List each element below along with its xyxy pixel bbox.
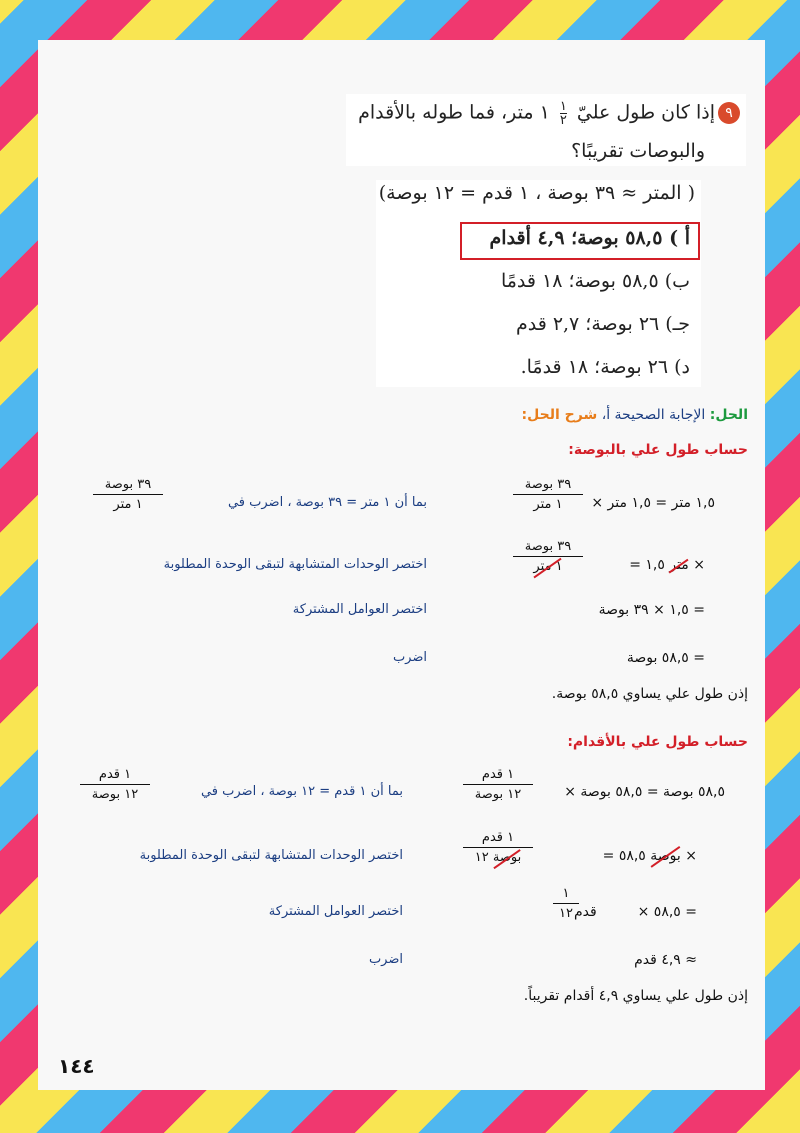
in-step1-factor-fraction: ٣٩ بوصة ١ متر [93, 477, 163, 512]
question-line-1: إذا كان طول عليّ ١ ٢ ١ متر، فما طوله بالأقدام [358, 99, 715, 128]
cancelled-meter-den: ١ متر [533, 559, 563, 574]
in-step1-fraction: ٣٩ بوصة ١ متر [513, 477, 583, 512]
ft-step2-lhs: = ٥٨,٥ بوصة × [602, 848, 697, 864]
question-number-badge: ٩ [718, 102, 740, 124]
in-conclusion: إذن طول علي يساوي ٥٨,٥ بوصة. [551, 686, 748, 702]
frac-den: ٢ [559, 113, 567, 128]
in-step3: = ١,٥ × ٣٩ بوصة [598, 602, 705, 618]
in-step3-explanation: اختصر العوامل المشتركة [292, 602, 427, 617]
ft-conclusion: إذن طول علي يساوي ٤,٩ أقدام تقريباً. [523, 988, 748, 1004]
ft-step1-fraction: ١ قدم ١٢ بوصة [463, 767, 533, 802]
page-number: ١٤٤ [58, 1054, 95, 1078]
in-step1-explanation: بما أن ١ متر = ٣٩ بوصة ، اضرب في [227, 495, 427, 510]
page [38, 40, 765, 1090]
in-step4-explanation: اضرب [392, 650, 427, 665]
ft-step1-explanation: بما أن ١ قدم = ١٢ بوصة ، اضرب في [200, 784, 403, 799]
in-step2-fraction: ٣٩ بوصة ١ متر [513, 539, 583, 574]
unit-hint: ( المتر ≈ ٣٩ بوصة ، ١ قدم = ١٢ بوصة) [378, 182, 695, 204]
ft-step1-lhs: ٥٨,٥ بوصة = ٥٨,٥ بوصة × [564, 784, 725, 800]
cancelled-meter: متر [669, 557, 689, 573]
ft-step2-explanation: اختصر الوحدات المتشابهة لتبقى الوحدة المطلوبة [139, 848, 403, 863]
ft-step2-fraction: ١ قدم ١٢ بوصة [463, 830, 533, 865]
in-step4: = ٥٨,٥ بوصة [626, 650, 705, 666]
in-step2-explanation: اختصر الوحدات المتشابهة لتبقى الوحدة المطلوبة [163, 557, 427, 572]
option-b[interactable]: ب) ٥٨,٥ بوصة؛ ١٨ قدمًا [500, 270, 690, 292]
ft-step4-explanation: اضرب [368, 952, 403, 967]
ft-step3-fraction: ١ ١٢ [553, 886, 579, 921]
option-a[interactable]: أ ) ٥٨,٥ بوصة؛ ٤,٩ أقدام [489, 227, 690, 249]
cancelled-inch-den: بوصة [492, 850, 522, 865]
ft-step1-factor-fraction: ١ قدم ١٢ بوصة [80, 767, 150, 802]
frac-num: ١ [559, 99, 567, 114]
option-c[interactable]: جـ) ٢٦ بوصة؛ ٢,٧ قدم [515, 313, 690, 335]
solution-header: الحل: الإجابة الصحيحة أ، شرح الحل: [521, 407, 748, 423]
cancelled-inch: بوصة [650, 848, 681, 864]
feet-heading: حساب طول علي بالأقدام: [567, 734, 748, 750]
ft-step3-lhs: = ٥٨,٥ × قدم [573, 904, 697, 920]
inches-heading: حساب طول علي بالبوصة: [568, 442, 748, 458]
question-line-2: والبوصات تقريبًا؟ [571, 140, 705, 162]
option-d[interactable]: د) ٢٦ بوصة؛ ١٨ قدمًا. [520, 356, 690, 378]
ft-step4: ≈ ٤,٩ قدم [634, 952, 697, 968]
in-step2-lhs: = ١,٥ متر × [629, 557, 705, 573]
in-step1-lhs: ١,٥ متر = ١,٥ متر × [591, 495, 715, 511]
ft-step3-explanation: اختصر العوامل المشتركة [268, 904, 403, 919]
